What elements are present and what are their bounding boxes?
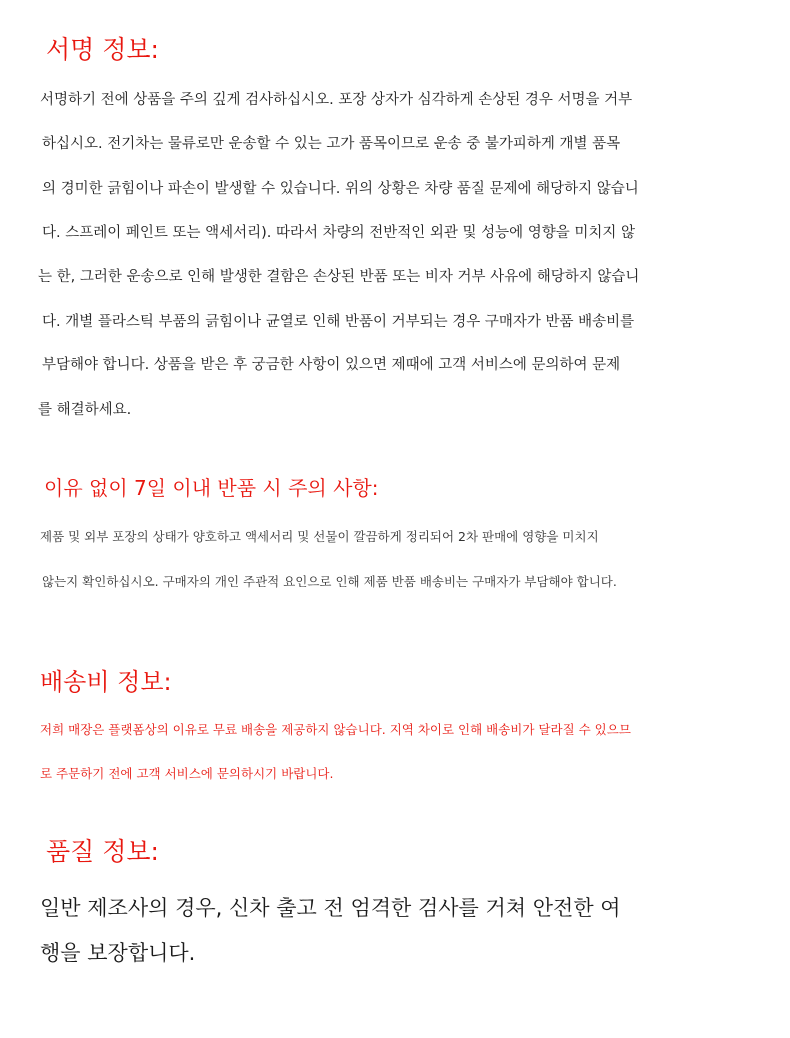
- signature-text-line: 는 한, 그러한 운송으로 인해 발생한 결함은 손상된 반품 또는 비자 거부 사유에 해당하지 않습니: [38, 269, 640, 285]
- shipping-text-line: 로 주문하기 전에 고객 서비스에 문의하시기 바랍니다.: [40, 766, 334, 781]
- signature-text-line: 다. 개별 플라스틱 부품의 긁힘이나 균열로 인해 반품이 거부되는 경우 구매자가 반품 배송비를: [42, 314, 635, 330]
- quality-heading: 품질 정보:: [46, 837, 159, 866]
- quality-text-line: 일반 제조사의 경우, 신차 출고 전 엄격한 검사를 거쳐 안전한 여: [40, 896, 621, 920]
- signature-heading: 서명 정보:: [46, 35, 159, 64]
- shipping-text-line: 저희 매장은 플랫폼상의 이유로 무료 배송을 제공하지 않습니다. 지역 차이로 인해 배송비가 달라질 수 있으므: [40, 722, 631, 737]
- signature-text-line: 하십시오. 전기차는 물류로만 운송할 수 있는 고가 품목이므로 운송 중 불가피하게 개별 품목: [42, 136, 621, 152]
- signature-text-line: 를 해결하세요.: [38, 402, 132, 418]
- shipping-heading: 배송비 정보:: [40, 668, 172, 696]
- quality-text-line: 행을 보장합니다.: [40, 941, 196, 965]
- signature-text-line: 부담해야 합니다. 상품을 받은 후 궁금한 사항이 있으면 제때에 고객 서비스에 문의하여 문제: [42, 357, 621, 373]
- signature-text-line: 의 경미한 긁힘이나 파손이 발생할 수 있습니다. 위의 상황은 차량 품질 문제에 해당하지 않습니: [42, 181, 639, 197]
- returns-text-line: 않는지 확인하십시오. 구매자의 개인 주관적 요인으로 인해 제품 반품 배송비는 구매자가 부담해야 합니다.: [42, 574, 617, 589]
- signature-text-line: 서명하기 전에 상품을 주의 깊게 검사하십시오. 포장 상자가 심각하게 손상된 경우 서명을 거부: [40, 92, 633, 108]
- signature-text-line: 다. 스프레이 페인트 또는 액세서리). 따라서 차량의 전반적인 외관 및 성능에 영향을 미치지 않: [42, 225, 636, 241]
- returns-heading: 이유 없이 7일 이내 반품 시 주의 사항:: [44, 476, 379, 500]
- returns-text-line: 제품 및 외부 포장의 상태가 양호하고 액세서리 및 선물이 깔끔하게 정리되어 2차 판매에 영향을 미치지: [40, 529, 599, 544]
